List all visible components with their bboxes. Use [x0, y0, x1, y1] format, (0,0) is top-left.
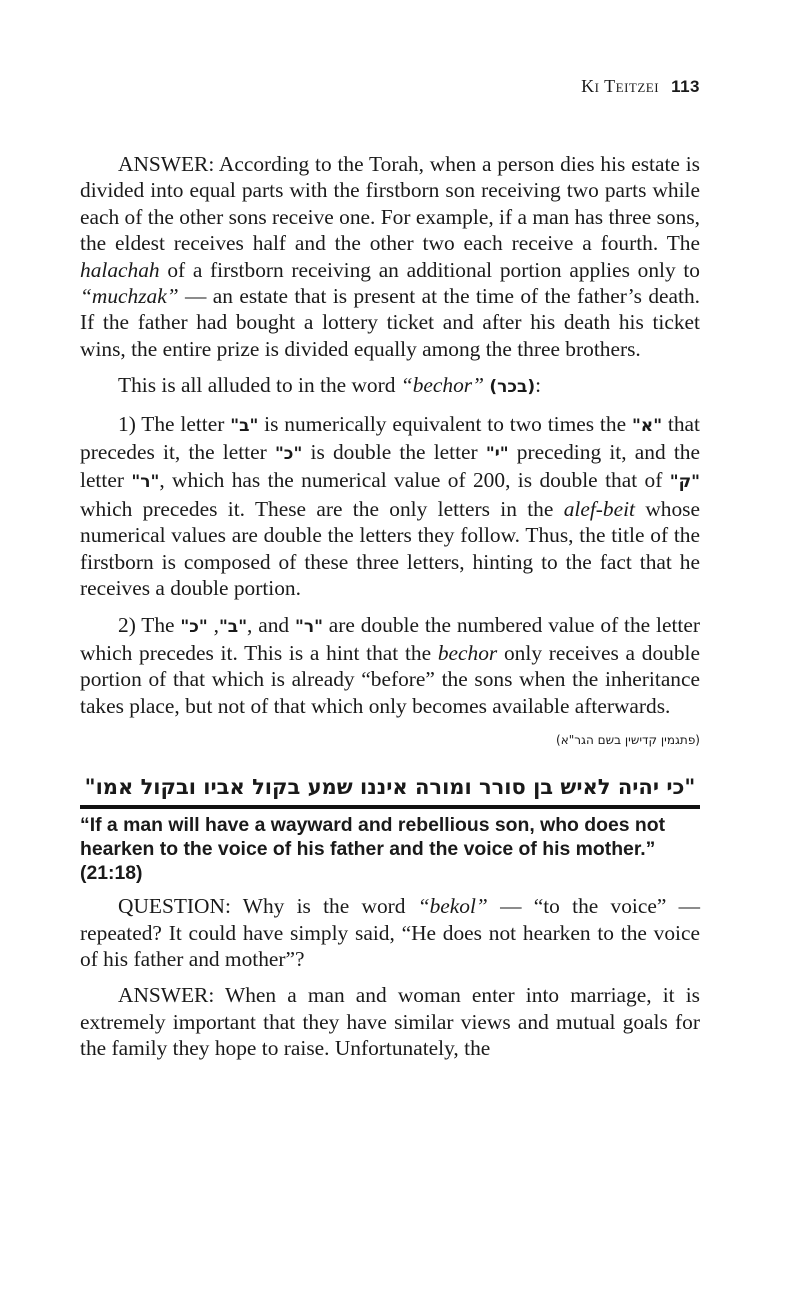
text: ,: [207, 612, 219, 637]
term-halachah: halachah: [80, 257, 160, 282]
answer-paragraph: [80, 151, 700, 362]
hebrew-letter: "י": [485, 444, 509, 465]
text: 1) The letter: [118, 411, 231, 436]
question-text: QUESTION: Why is the word: [118, 894, 418, 919]
point-two-paragraph: [80, 612, 700, 720]
text: are double the numbered value of the letter which precedes it. This is a hint that the: [80, 612, 700, 665]
term-bechor: “bechor”: [400, 373, 484, 398]
text: , and: [247, 612, 295, 637]
hebrew-letter: "כ": [274, 444, 303, 465]
text: is numerically equivalent to two times the: [258, 411, 632, 436]
allusion-paragraph: [80, 372, 700, 400]
text: preceding it, and the letter: [80, 440, 700, 493]
hebrew-letter: "א": [631, 415, 663, 436]
answer-two-paragraph: ANSWER: When a man and woman enter into marriage, it is extremely important that they have similar views and mutual goals for the family they hope to raise. Unfortunately, the: [80, 983, 700, 1061]
verse-hebrew: "כי יהיה לאיש בן סורר ומורה איננו שמע בקול אביו ובקול אמו": [84, 775, 696, 800]
divider-rule: [80, 805, 700, 809]
source-citation: (פתגמין קדישין בשם הגר"א): [556, 733, 700, 748]
page-number: 113: [671, 77, 700, 96]
question-text-end: — “to the voice” — repeated? It could have simply said, “He does not hearken to the voice of his father and mother”?: [80, 894, 700, 971]
answer-text-mid: of a firstborn receiving an additional portion applies only to: [159, 257, 700, 282]
point-one-paragraph: [80, 411, 700, 602]
text: is double the letter: [302, 440, 486, 465]
term-muchzak: “muchzak”: [80, 284, 179, 309]
hebrew-letter: "כ": [189, 616, 248, 637]
term-bekol: “bekol”: [417, 894, 488, 919]
running-header: [581, 76, 700, 97]
text: only receives a double portion of that which is already “before” the sons when the inheritance takes place, but not of that which only becomes available afterwards.: [80, 640, 700, 718]
allusion-colon: :: [535, 373, 542, 398]
allusion-text: This is all alluded to in the word: [118, 373, 401, 398]
hebrew-letter: "ק": [669, 472, 700, 493]
body-text: [80, 151, 700, 1062]
hebrew-letter: "ב": [230, 415, 259, 436]
text: 2) The: [118, 612, 181, 637]
text: whose numerical values are double the letters they follow. Thus, the title of the firstborn is composed of these three letters, hinting to the fact that he receives a double portion.: [80, 496, 700, 601]
answer-text-end: — an estate that is present at the time of the father’s death. If the father had bought a lottery ticket and after his death his ticket wins, the entire prize is divided equally among the three brothers.: [80, 284, 700, 361]
question-paragraph: [80, 893, 700, 972]
term-bechor: bechor: [437, 640, 498, 665]
text: , which has the numerical value of 200, is double that of: [159, 468, 670, 493]
section-title: Ki Teitzei: [581, 76, 660, 96]
hebrew-bechor: (בכר): [489, 377, 536, 398]
hebrew-letter: "ב": [180, 616, 239, 637]
hebrew-letter: "ר": [131, 472, 160, 493]
answer-text: ANSWER: According to the Torah, when a person dies his estate is divided into equal parts with the firstborn son receiving two parts while each of the other sons receive one. For example, if a man has three sons, the eldest receives half and the other two each receive a fourth. The: [80, 152, 700, 256]
text: which precedes it. These are the only letters in the: [80, 496, 564, 521]
verse-english: “If a man will have a wayward and rebellious son, who does not hearken to the voice of his father and the voice of his mother.” (21:18): [80, 814, 666, 885]
term-alef-beit: alef-beit: [563, 496, 635, 521]
hebrew-letter: "ר": [294, 616, 323, 637]
text: that precedes it, the letter: [80, 411, 700, 465]
